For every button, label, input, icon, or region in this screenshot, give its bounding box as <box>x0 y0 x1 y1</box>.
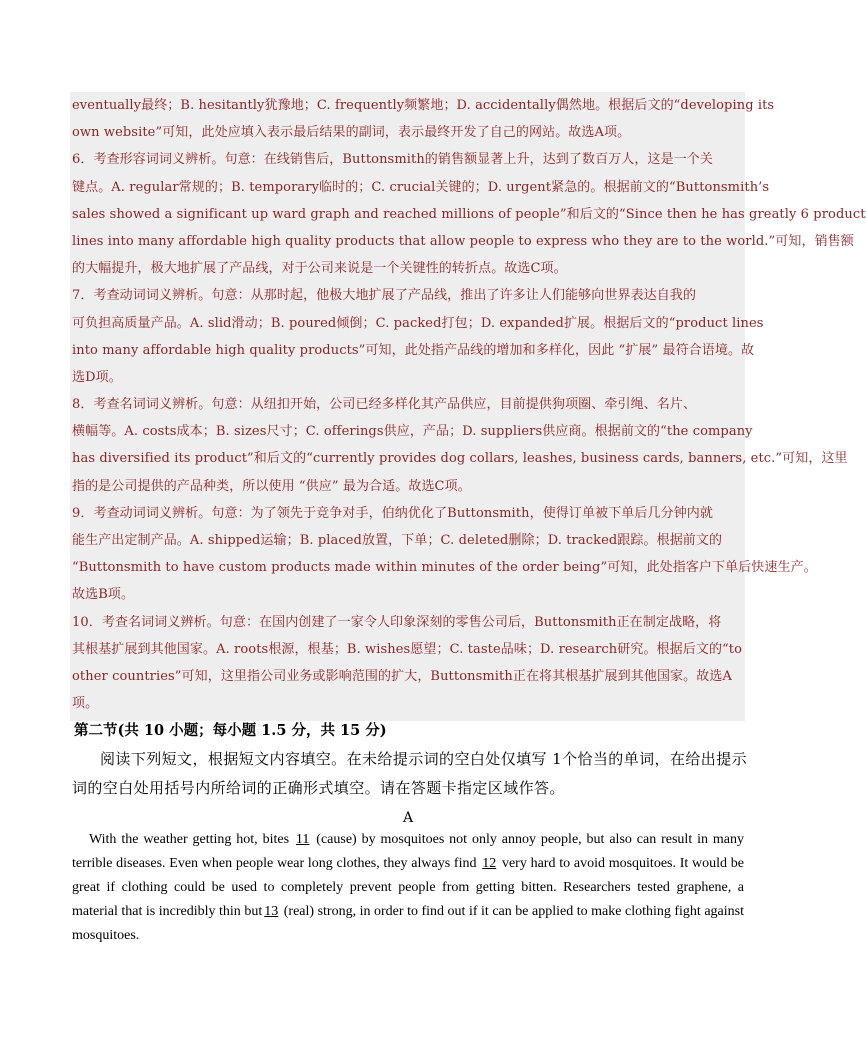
section-instruction: 阅读下列短文，根据短文内容填空。在未给提示词的空白处仅填写 1个恰当的单词，在给出提示词的空白处用括号内所给词的正确形式填空。请在答题卡指定区域作答。 <box>72 750 747 797</box>
answer-line: 8．考查名词词义辨析。句意：从纽扣开始，公司已经多样化其产品供应，目前提供狗项圈、牵引绳、名片、 <box>72 397 697 413</box>
answer-line: has diversified its product”和后文的“currently provides dog collars, leashes, business cards, banners, etc.”可知，这里 <box>72 451 848 467</box>
passage-text-part: (cause) by mosquitoes not only annoy people, but also can result in many terrible diseases. Even when people wear long clothes, they always find <box>72 832 744 871</box>
answer-line: “Buttonsmith to have custom products made within minutes of the order being”可知，此处指客户下单后快速生产。 <box>72 560 817 576</box>
blank-13: 13 <box>264 904 279 919</box>
answer-line: 可负担高质量产品。A. slid滑动；B. poured倾倒；C. packed打包；D. expanded扩展。根据后文的“product lines <box>72 315 764 331</box>
passage-text-part: (real) strong, in order to find out if it can be applied to make clothing fight against mosquitoes. <box>72 904 745 943</box>
answer-line: eventually最终；B. hesitantly犹豫地；C. frequently频繁地；D. accidentally偶然地。根据后文的“developing its <box>72 98 775 113</box>
answer-line: sales showed a significant up ward graph and reached millions of people”和后文的“Since then he has greatly 6 product <box>72 206 866 222</box>
passage-text-part: With the weather getting hot, bites <box>89 832 294 847</box>
answer-line: 选D项。 <box>72 369 122 385</box>
answer-explanations <box>70 92 866 721</box>
passage-text <box>72 828 744 948</box>
passage-letter: A <box>402 810 414 826</box>
blank-11: 11 <box>295 832 310 847</box>
answer-line: 横幅等。A. costs成本；B. sizes尺寸；C. offerings供应，产品；D. suppliers供应商。根据前文的“the company <box>72 424 753 440</box>
answer-line: 9．考查动词词义辨析。句意：为了领先于竞争对手，伯纳优化了Buttonsmith，使得订单被下单后几分钟内就 <box>72 505 713 521</box>
answer-line: 能生产出定制产品。A. shipped运输；B. placed放置，下单；C. deleted删除；D. tracked跟踪。根据前文的 <box>72 533 723 548</box>
answer-line: other countries”可知，这里指公司业务或影响范围的扩大，Buttonsmith正在将其根基扩展到其他国家。故选A <box>72 668 732 684</box>
answer-line: 6．考查形容词词义辨析。句意：在线销售后，Buttonsmith的销售额显著上升，达到了数百万人，这是一个关 <box>72 152 713 168</box>
answer-line: own website”可知，此处应填入表示最后结果的副词，表示最终开发了自己的网站。故选A项。 <box>72 125 631 141</box>
blank-12: 12 <box>482 856 497 871</box>
answer-line: lines into many affordable high quality products that allow people to express who they are to the world.”可知，销售额 <box>72 233 854 249</box>
passage-text-part: very hard to avoid mosquitoes. It would be great if clothing could be used to completely prevent people from getting bitten. Researchers tested graphene, a material that is incredibly thin but <box>72 856 744 919</box>
answer-line: into many affordable high quality products”可知，此处指产品线的增加和多样化，因此 “扩展” 最符合语境。故 <box>72 342 755 358</box>
answer-line: 其根基扩展到其他国家。A. roots根源，根基；B. wishes愿望；C. taste品味；D. research研究。根据后文的“to <box>72 641 743 657</box>
answer-line: 故选B项。 <box>72 587 135 603</box>
answer-line: 7．考查动词词义辨析。句意：从那时起，他极大地扩展了产品线，推出了许多让人们能够向世界表达自我的 <box>72 288 697 304</box>
answer-line: 10．考查名词词义辨析。句意：在国内创建了一家令人印象深刻的零售公司后，Buttonsmith正在制定战略，将 <box>72 614 722 630</box>
answer-line: 的大幅提升，极大地扩展了产品线，对于公司来说是一个关键性的转折点。故选C项。 <box>72 261 567 277</box>
answer-line: 指的是公司提供的产品种类，所以使用 “供应” 最为合适。故选C项。 <box>72 478 471 494</box>
section-title: 第二节(共 10 小题；每小题 1.5 分，共 15 分) <box>74 722 387 739</box>
answer-line: 键点。A. regular常规的；B. temporary临时的；C. crucial关键的；D. urgent紧急的。根据前文的“Buttonsmith’s <box>72 179 770 195</box>
answer-line: 项。 <box>72 696 99 712</box>
